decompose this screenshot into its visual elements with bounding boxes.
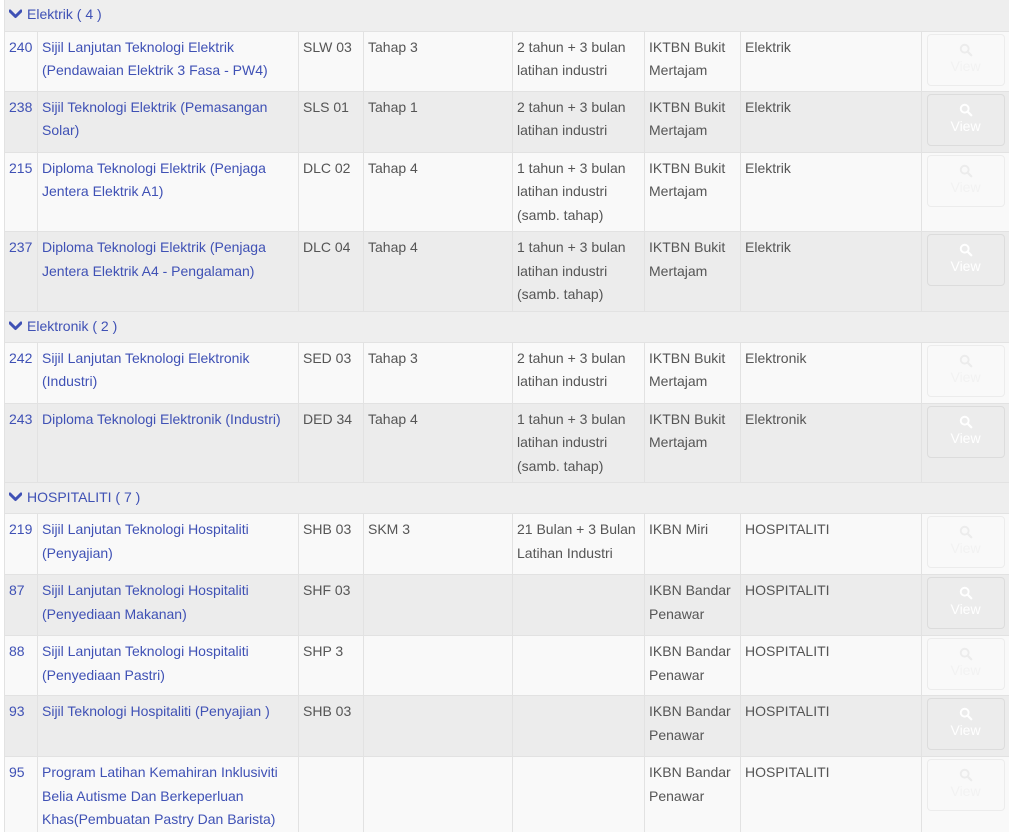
chevron-down-icon[interactable] — [9, 486, 22, 496]
search-icon — [928, 415, 1004, 429]
view-button[interactable] — [927, 155, 1005, 207]
table-row — [5, 575, 1009, 636]
group-title[interactable]: HOSPITALITI ( 7 ) — [27, 489, 141, 505]
course-level: Tahap 4 — [364, 152, 513, 232]
view-button-label: View — [950, 540, 981, 556]
table-row — [5, 514, 1009, 575]
course-id-cell — [5, 757, 38, 832]
view-button[interactable] — [927, 94, 1005, 146]
course-institute: IKTBN Bukit Mertajam — [645, 91, 741, 152]
course-table — [4, 0, 1009, 832]
course-name-cell — [38, 575, 299, 636]
view-button[interactable] — [927, 234, 1005, 286]
search-icon — [928, 354, 1004, 368]
course-name-cell — [38, 232, 299, 312]
course-id-cell — [5, 403, 38, 483]
search-icon — [928, 103, 1004, 117]
course-institute: IKTBN Bukit Mertajam — [645, 31, 741, 91]
table-row — [5, 31, 1009, 91]
course-id-link[interactable]: 243 — [9, 410, 33, 427]
course-institute: IKTBN Bukit Mertajam — [645, 152, 741, 232]
view-button-label: View — [950, 258, 981, 274]
course-name-cell — [38, 342, 299, 403]
course-field: Elektrik — [741, 232, 922, 312]
course-code: SLW 03 — [299, 31, 364, 91]
action-cell — [922, 757, 1009, 832]
action-cell — [922, 232, 1009, 312]
action-cell — [922, 514, 1009, 575]
action-cell — [922, 575, 1009, 636]
course-code: SLS 01 — [299, 91, 364, 152]
chevron-down-icon[interactable] — [9, 3, 22, 13]
course-field: HOSPITALITI — [741, 575, 922, 636]
course-name-link[interactable]: Sijil Lanjutan Teknologi Hospitaliti (Penyediaan Makanan) — [42, 582, 249, 622]
course-code: SHB 03 — [299, 514, 364, 575]
course-code — [299, 757, 364, 832]
course-name-link[interactable]: Diploma Teknologi Elektrik (Penjaga Jentera Elektrik A1) — [42, 159, 266, 199]
course-level — [364, 636, 513, 696]
course-level: Tahap 3 — [364, 342, 513, 403]
search-icon — [928, 586, 1004, 600]
search-icon — [928, 243, 1004, 257]
course-level: Tahap 1 — [364, 91, 513, 152]
table-row — [5, 342, 1009, 403]
course-id-link[interactable]: 87 — [9, 582, 25, 598]
course-name-cell — [38, 636, 299, 696]
view-button-label: View — [950, 662, 981, 678]
course-institute: IKTBN Bukit Mertajam — [645, 342, 741, 403]
view-button-label: View — [950, 368, 981, 385]
table-row — [5, 403, 1009, 483]
course-duration — [513, 575, 645, 636]
course-code: SHF 03 — [299, 575, 364, 636]
course-duration: 1 tahun + 3 bulan latihan industri (samb. tahap) — [513, 232, 645, 312]
course-id-link[interactable]: 95 — [9, 764, 25, 780]
view-button-label: View — [950, 722, 981, 738]
course-institute: IKBN Bandar Penawar — [645, 575, 741, 636]
course-id-link[interactable]: 238 — [9, 98, 33, 115]
course-institute: IKBN Bandar Penawar — [645, 757, 741, 832]
course-field: HOSPITALITI — [741, 757, 922, 832]
course-id-cell — [5, 31, 38, 91]
course-code: SHP 3 — [299, 636, 364, 696]
course-institute: IKTBN Bukit Mertajam — [645, 232, 741, 312]
course-duration — [513, 636, 645, 696]
course-field: HOSPITALITI — [741, 696, 922, 757]
course-id-cell — [5, 342, 38, 403]
table-row — [5, 757, 1009, 832]
table-row — [5, 91, 1009, 152]
group-header[interactable] — [5, 483, 1009, 514]
group-header-row[interactable] — [5, 311, 1009, 342]
course-field: Elektrik — [741, 31, 922, 91]
view-button-label: View — [950, 178, 981, 195]
group-header[interactable] — [5, 0, 1009, 31]
chevron-down-icon[interactable] — [9, 315, 22, 325]
table-row — [5, 152, 1009, 232]
course-duration: 1 tahun + 3 bulan latihan industri (samb. tahap) — [513, 152, 645, 232]
table-row — [5, 696, 1009, 757]
course-name-link[interactable]: Sijil Lanjutan Teknologi Elektrik (Pendawaian Elektrik 3 Fasa - PW4) — [42, 38, 268, 78]
group-title[interactable]: Elektronik ( 2 ) — [27, 317, 118, 334]
search-icon — [928, 707, 1004, 721]
course-level: Tahap 3 — [364, 31, 513, 91]
course-institute: IKBN Bandar Penawar — [645, 636, 741, 696]
view-button[interactable] — [927, 345, 1005, 397]
course-duration: 2 tahun + 3 bulan latihan industri — [513, 342, 645, 403]
course-duration: 1 tahun + 3 bulan latihan industri (samb. tahap) — [513, 403, 645, 483]
course-name-link[interactable]: Diploma Teknologi Elektronik (Industri) — [42, 410, 281, 427]
course-code: DLC 04 — [299, 232, 364, 312]
view-button-label: View — [950, 429, 981, 446]
course-level: Tahap 4 — [364, 232, 513, 312]
course-level: SKM 3 — [364, 514, 513, 575]
course-name-link[interactable]: Sijil Lanjutan Teknologi Elektronik (Industri) — [42, 349, 250, 389]
group-title[interactable]: Elektrik ( 4 ) — [27, 6, 102, 22]
group-header-row[interactable] — [5, 483, 1009, 514]
search-icon — [928, 525, 1004, 539]
course-id-cell — [5, 91, 38, 152]
course-id-link[interactable]: 215 — [9, 159, 33, 176]
course-name-cell — [38, 31, 299, 91]
view-button[interactable] — [927, 406, 1005, 458]
course-institute: IKTBN Bukit Mertajam — [645, 403, 741, 483]
course-name-cell — [38, 91, 299, 152]
course-id-cell — [5, 152, 38, 232]
course-field: Elektronik — [741, 342, 922, 403]
course-name-cell — [38, 696, 299, 757]
course-name-link[interactable]: Program Latihan Kemahiran Inklusiviti Belia Autisme Dan Berkeperluan Khas(Pembuatan Pastry Dan Barista) — [42, 764, 278, 827]
course-duration: 21 Bulan + 3 Bulan Latihan Industri — [513, 514, 645, 575]
search-icon — [928, 43, 1004, 57]
course-code: SED 03 — [299, 342, 364, 403]
course-field: Elektrik — [741, 152, 922, 232]
view-button[interactable] — [927, 698, 1005, 750]
course-name-link[interactable]: Sijil Lanjutan Teknologi Hospitaliti (Penyediaan Pastri) — [42, 643, 249, 683]
course-duration — [513, 696, 645, 757]
course-level: Tahap 4 — [364, 403, 513, 483]
course-id-link[interactable]: 88 — [9, 643, 25, 659]
course-level — [364, 575, 513, 636]
view-button-label: View — [950, 783, 981, 799]
search-icon — [928, 164, 1004, 178]
course-id-cell — [5, 575, 38, 636]
view-button[interactable] — [927, 577, 1005, 629]
search-icon — [928, 768, 1004, 782]
course-level — [364, 696, 513, 757]
course-level — [364, 757, 513, 832]
course-id-cell — [5, 232, 38, 312]
course-id-cell — [5, 514, 38, 575]
course-name-cell — [38, 514, 299, 575]
course-name-link[interactable]: Sijil Lanjutan Teknologi Hospitaliti (Penyajian) — [42, 521, 249, 561]
view-button[interactable] — [927, 638, 1005, 690]
view-button-label: View — [950, 57, 981, 74]
view-button-label: View — [950, 601, 981, 617]
table-row — [5, 636, 1009, 696]
action-cell — [922, 31, 1009, 91]
course-name-cell — [38, 403, 299, 483]
action-cell — [922, 696, 1009, 757]
course-id-link[interactable]: 219 — [9, 521, 33, 537]
group-header-row[interactable] — [5, 0, 1009, 31]
course-name-link[interactable]: Sijil Teknologi Hospitaliti (Penyajian ) — [42, 703, 270, 719]
course-field: Elektronik — [741, 403, 922, 483]
course-name-cell — [38, 757, 299, 832]
action-cell — [922, 636, 1009, 696]
course-id-link[interactable]: 240 — [9, 38, 33, 55]
view-button[interactable] — [927, 516, 1005, 568]
course-id-cell — [5, 696, 38, 757]
course-institute: IKBN Miri — [645, 514, 741, 575]
course-name-link[interactable]: Sijil Teknologi Elektrik (Pemasangan Solar) — [42, 98, 268, 138]
course-duration — [513, 757, 645, 832]
search-icon — [928, 647, 1004, 661]
action-cell — [922, 91, 1009, 152]
action-cell — [922, 152, 1009, 232]
course-id-link[interactable]: 93 — [9, 703, 25, 719]
action-cell — [922, 403, 1009, 483]
course-name-link[interactable]: Diploma Teknologi Elektrik (Penjaga Jentera Elektrik A4 - Pengalaman) — [42, 239, 266, 279]
action-cell — [922, 342, 1009, 403]
view-button[interactable] — [927, 34, 1005, 86]
course-field: Elektrik — [741, 91, 922, 152]
view-button-label: View — [950, 117, 981, 134]
course-id-link[interactable]: 237 — [9, 239, 33, 255]
course-field: HOSPITALITI — [741, 514, 922, 575]
course-id-cell — [5, 636, 38, 696]
group-header[interactable] — [5, 311, 1009, 342]
table-row — [5, 232, 1009, 312]
course-duration: 2 tahun + 3 bulan latihan industri — [513, 31, 645, 91]
view-button[interactable] — [927, 759, 1005, 811]
course-code: DLC 02 — [299, 152, 364, 232]
course-name-cell — [38, 152, 299, 232]
course-duration: 2 tahun + 3 bulan latihan industri — [513, 91, 645, 152]
course-institute: IKBN Bandar Penawar — [645, 696, 741, 757]
course-code: DED 34 — [299, 403, 364, 483]
course-field: HOSPITALITI — [741, 636, 922, 696]
course-code: SHB 03 — [299, 696, 364, 757]
course-id-link[interactable]: 242 — [9, 349, 33, 366]
